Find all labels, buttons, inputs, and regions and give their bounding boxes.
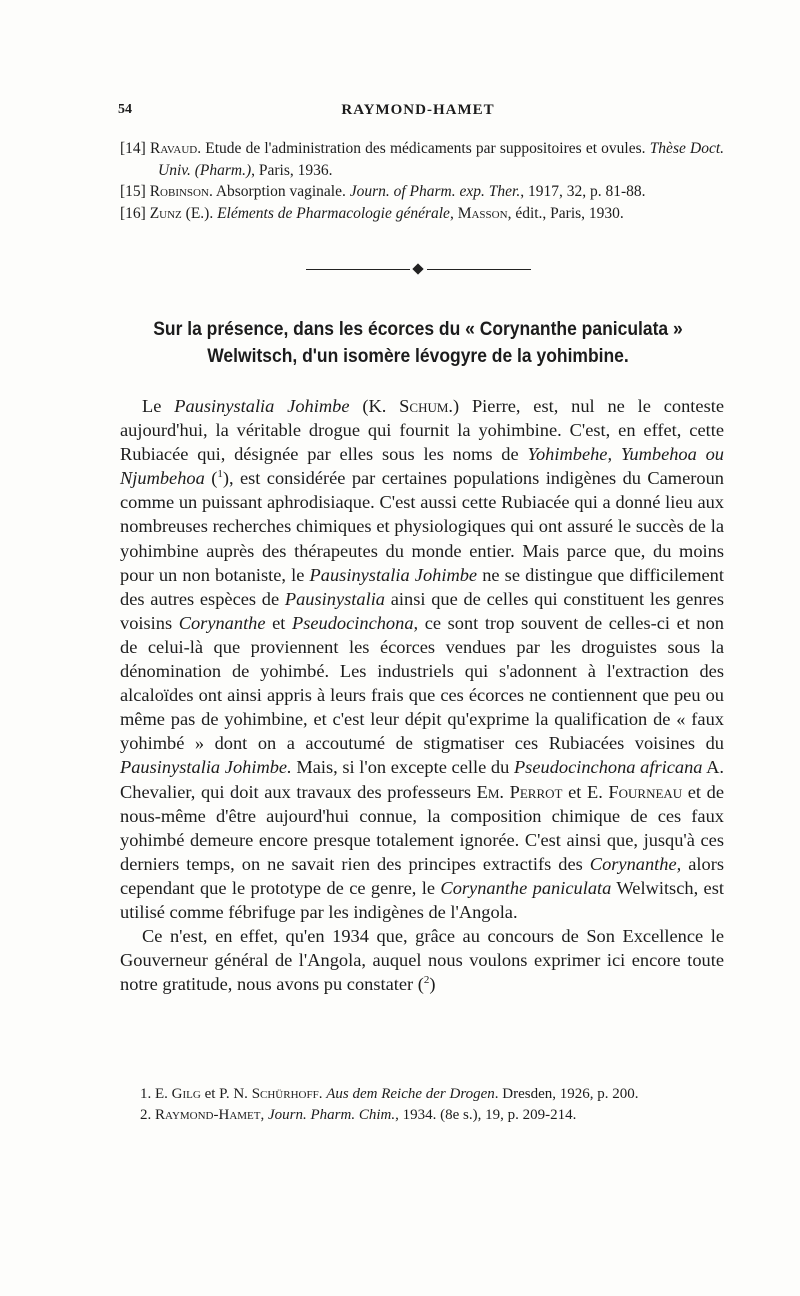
section-separator: [306, 265, 531, 275]
footnote: 2. Raymond-Hamet, Journ. Pharm. Chim., 1934. (8e s.), 19, p. 209-214.: [140, 1107, 577, 1123]
page-number: 54: [118, 102, 132, 117]
reference-journal: Thèse Doct. Univ. (Pharm.): [158, 140, 725, 179]
header-title: RAYMOND-HAMET: [341, 102, 495, 118]
article-body: [120, 394, 724, 996]
reference-number: [15]: [120, 183, 146, 200]
separator-line-left: [306, 269, 410, 270]
reference-author: Ravaud: [150, 140, 198, 157]
article-title-line: Sur la présence, dans les écorces du « Corynanthe paniculata »: [153, 319, 683, 340]
reference-author: Robinson: [149, 183, 209, 200]
article-title-line: Welwitsch, d'un isomère lévogyre de la yohimbine.: [207, 346, 629, 367]
reference-item: [14] Ravaud. Etude de l'administration des médicaments par suppositoires et ovules. Thèse Doct. Univ. (Pharm.), Paris, 1936.: [120, 140, 725, 179]
paragraph: Le Pausinystalia Johimbe (K. Schum.) Pierre, est, nul ne le conteste aujourd'hui, la véritable drogue qui fournit la yohimbine. C'est, en effet, cette Rubiacée qui, désignée par elles sous les noms de Yohimbehe, Yumbehoa ou Njumbehoa ($^1$), est considérée par certaines populations indigènes du Cameroun comme un puissant aphrodisiaque. C'est aussi cette Rubiacée qui a donné lieu aux nombreuses recherches chimiques et physiologiques qui ont assuré le succès de la yohimbine auprès des thérapeutes du monde entier. Mais parce que, du moins pour un non botaniste, le Pausinystalia Johimbe ne se distingue que difficilement des autres espèces de Pausinystalia ainsi que de celles qui constituent les genres voisins Corynanthe et Pseudocinchona, ce sont trop souvent de celles-ci et non de celui-là que proviennent les écorces vendues par les droguistes sous la dénomination de yohimbé. Les industriels qui s'adonnent à l'extraction des alcaloïdes ont ainsi appris à leurs frais que ces écorces ne contiennent que peu ou même pas de yohimbine, et c'est leur dépit qu'exprime la qualification de « faux yohimbé » dont on a accoutumé de stigmatiser ces Rubiacées voisines du Pausinystalia Johimbe. Mais, si l'on excepte celle du Pseudocinchona africana A. Chevalier, qui doit aux travaux des professeurs Em. Perrot et E. Fourneau et de nous-même d'être aujourd'hui connue, la composition chimique de ces faux yohimbé demeure encore presque totalement ignorée. C'est ainsi que, jusqu'à ces derniers temps, on ne savait rien des principes extractifs des Corynanthe, alors cependant que le prototype de ce genre, le Corynanthe paniculata Welwitsch, est utilisé comme fébrifuge par les indigènes de l'Angola.: [120, 396, 725, 922]
running-head: [118, 102, 718, 126]
reference-journal: Eléments de Pharmacologie générale: [217, 204, 450, 222]
paragraph: Ce n'est, en effet, qu'en 1934 que, grâce au concours de Son Excellence le Gouverneur général de l'Angola, auquel nous voulons exprimer ici encore toute notre gratitude, nous avons pu constater ($^2$): [120, 926, 724, 995]
footnotes: [120, 1084, 724, 1126]
reference-number: [14]: [120, 140, 146, 157]
separator-line-right: [427, 269, 531, 270]
reference-list: [120, 138, 724, 224]
reference-publisher: Masson: [457, 204, 508, 222]
reference-journal: Journ. of Pharm. exp. Ther.: [349, 183, 521, 200]
footnote-ref: 1: [217, 468, 223, 481]
reference-author: Zunz: [149, 204, 182, 222]
reference-number: [16]: [120, 204, 146, 222]
footnote: 1. E. Gilg et P. N. Schürhoff. Aus dem Reiche der Drogen. Dresden, 1926, p. 200.: [140, 1086, 639, 1102]
reference-item: [16] Zunz (E.). Eléments de Pharmacologie générale, Masson, édit., Paris, 1930.: [120, 204, 624, 222]
reference-item: [15] Robinson. Absorption vaginale. Journ. of Pharm. exp. Ther., 1917, 32, p. 81-88.: [120, 183, 646, 200]
footnote-ref: 2: [423, 974, 430, 987]
article-title: [136, 316, 699, 370]
diamond-ornament-icon: [412, 263, 423, 274]
